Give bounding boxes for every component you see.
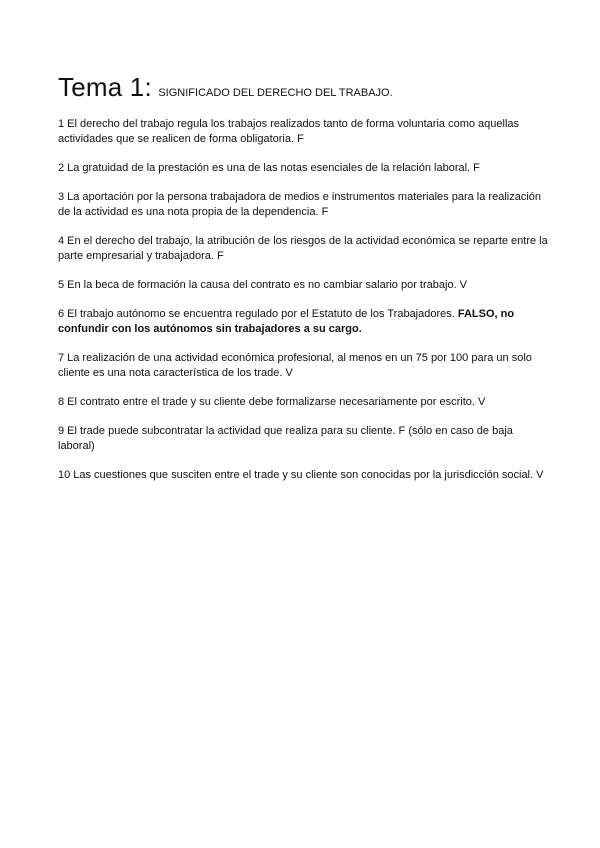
question-text: Las cuestiones que susciten entre el trade y su cliente son conocidas por la jurisdicción social. V [73, 469, 544, 481]
question-text: En el derecho del trabajo, la atribución de los riesgos de la actividad económica se reparte entre la parte empresarial y trabajadora. F [58, 235, 548, 262]
question-text: El derecho del trabajo regula los trabajos realizados tanto de forma voluntaria como aquellas actividades que se realicen de forma obligatoria. F [58, 118, 520, 145]
question-item-4 [58, 234, 548, 264]
question-text: La realización de una actividad económica profesional, al menos en un 75 por 100 para un solo cliente es una nota característica de los trade. V [58, 352, 532, 379]
question-bold-note: FALSO, no confundir con los autónomos sin trabajadores a su cargo. [58, 308, 515, 335]
title-subtitle: SIGNIFICADO DEL DERECHO DEL TRABAJO. [158, 87, 393, 99]
question-number: 3 [58, 191, 65, 203]
question-item-7 [58, 351, 548, 381]
question-text: En la beca de formación la causa del contrato es no cambiar salario por trabajo. V [67, 279, 468, 291]
question-text: El trade puede subcontratar la actividad que realiza para su cliente. F (sólo en caso de baja laboral) [58, 425, 513, 452]
question-item-5 [58, 278, 548, 293]
question-number: 10 [58, 469, 71, 481]
page-title [58, 70, 548, 110]
document-content [58, 70, 548, 497]
question-number: 1 [58, 118, 65, 130]
question-number: 7 [58, 352, 65, 364]
question-item-10 [58, 468, 548, 483]
question-text: El contrato entre el trade y su cliente debe formalizarse necesariamente por escrito. V [67, 396, 486, 408]
question-number: 2 [58, 162, 65, 174]
question-item-6 [58, 307, 548, 337]
question-item-8 [58, 395, 548, 410]
question-text: La gratuidad de la prestación es una de las notas esenciales de la relación laboral. F [67, 162, 480, 174]
question-item-1 [58, 117, 548, 147]
question-item-9 [58, 424, 548, 454]
question-item-2 [58, 161, 548, 176]
question-number: 4 [58, 235, 65, 247]
question-number: 8 [58, 396, 65, 408]
question-text: La aportación por la persona trabajadora de medios e instrumentos materiales para la realización de la actividad es una nota propia de la dependencia. F [58, 191, 542, 218]
question-number: 6 [58, 308, 65, 320]
question-number: 5 [58, 279, 65, 291]
question-item-3 [58, 190, 548, 220]
question-number: 9 [58, 425, 65, 437]
question-text: El trabajo autónomo se encuentra regulado por el Estatuto de los Trabajadores. [67, 308, 458, 320]
title-main: Tema 1: [58, 72, 152, 102]
